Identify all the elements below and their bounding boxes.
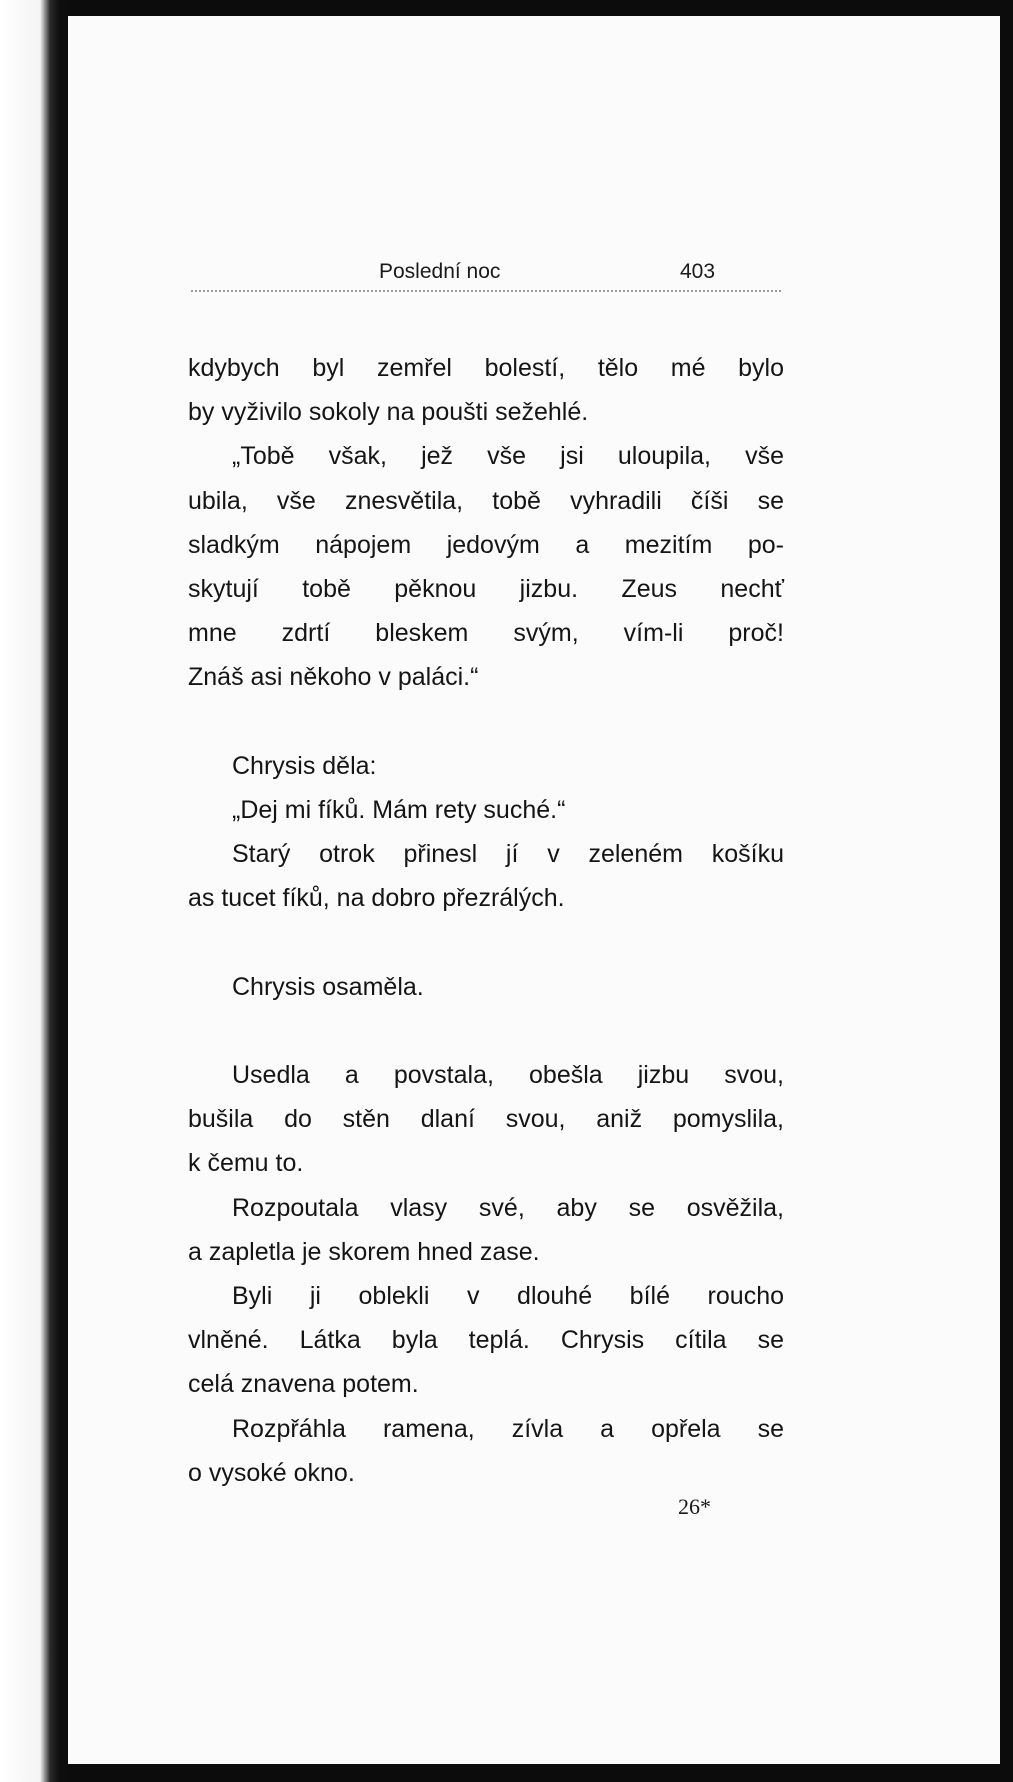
text-line: sladkým nápojem jedovým a mezitím po- (188, 530, 784, 559)
text-line: kdybych byl zemřel bolestí, tělo mé bylo (188, 354, 784, 382)
text-line: o vysoké okno. (188, 1458, 355, 1487)
text-line: skytují tobě pěknou jizbu. Zeus nechť (188, 574, 784, 603)
text-line: „Tobě však, jež vše jsi uloupila, vše (232, 442, 784, 471)
page-number: 403 (680, 260, 716, 283)
text-line: Byli ji oblekli v dlouhé bílé roucho (232, 1281, 784, 1310)
text-line: Rozpřáhla ramena, zívla a opřela se (232, 1414, 784, 1443)
text-line: bušila do stěn dlaní svou, aniž pomyslila, (188, 1105, 784, 1134)
text-line: Rozpoutala vlasy své, aby se osvěžila, (232, 1193, 784, 1222)
text-line: Usedla a povstala, obešla jizbu svou, (232, 1061, 784, 1089)
paragraph-gap (188, 1009, 784, 1053)
text-line: mne zdrtí bleskem svým, vím-li proč! (188, 619, 784, 648)
text-line: by vyživilo sokoly na poušti sežehlé. (188, 398, 589, 427)
header-divider (191, 290, 781, 292)
paragraph-gap (188, 920, 784, 964)
running-title: Poslední noc (379, 260, 501, 283)
body-text (188, 346, 784, 1495)
paragraph-gap (188, 700, 784, 744)
text-line: Znáš asi někoho v paláci.“ (188, 663, 479, 692)
text-line: Chrysis děla: (232, 751, 377, 780)
text-line: ubila, vše znesvětila, tobě vyhradili číši se (188, 486, 784, 515)
text-line: celá znavena potem. (188, 1370, 419, 1399)
text-line: Starý otrok přinesl jí v zeleném košíku (232, 840, 784, 869)
printer-signature-mark: 26* (678, 1494, 711, 1519)
text-line: a zapletla je skorem hned zase. (188, 1237, 540, 1266)
book-page (68, 16, 1000, 1764)
text-line: „Dej mi fíků. Mám rety suché.“ (232, 795, 566, 824)
book-binding-edge (0, 0, 68, 1782)
text-line: k čemu to. (188, 1149, 304, 1178)
text-line: as tucet fíků, na dobro přezrálých. (188, 884, 565, 913)
running-head (68, 260, 1000, 290)
text-line: Chrysis osaměla. (232, 972, 424, 1001)
text-line: vlněné. Látka byla teplá. Chrysis cítila se (188, 1326, 784, 1355)
